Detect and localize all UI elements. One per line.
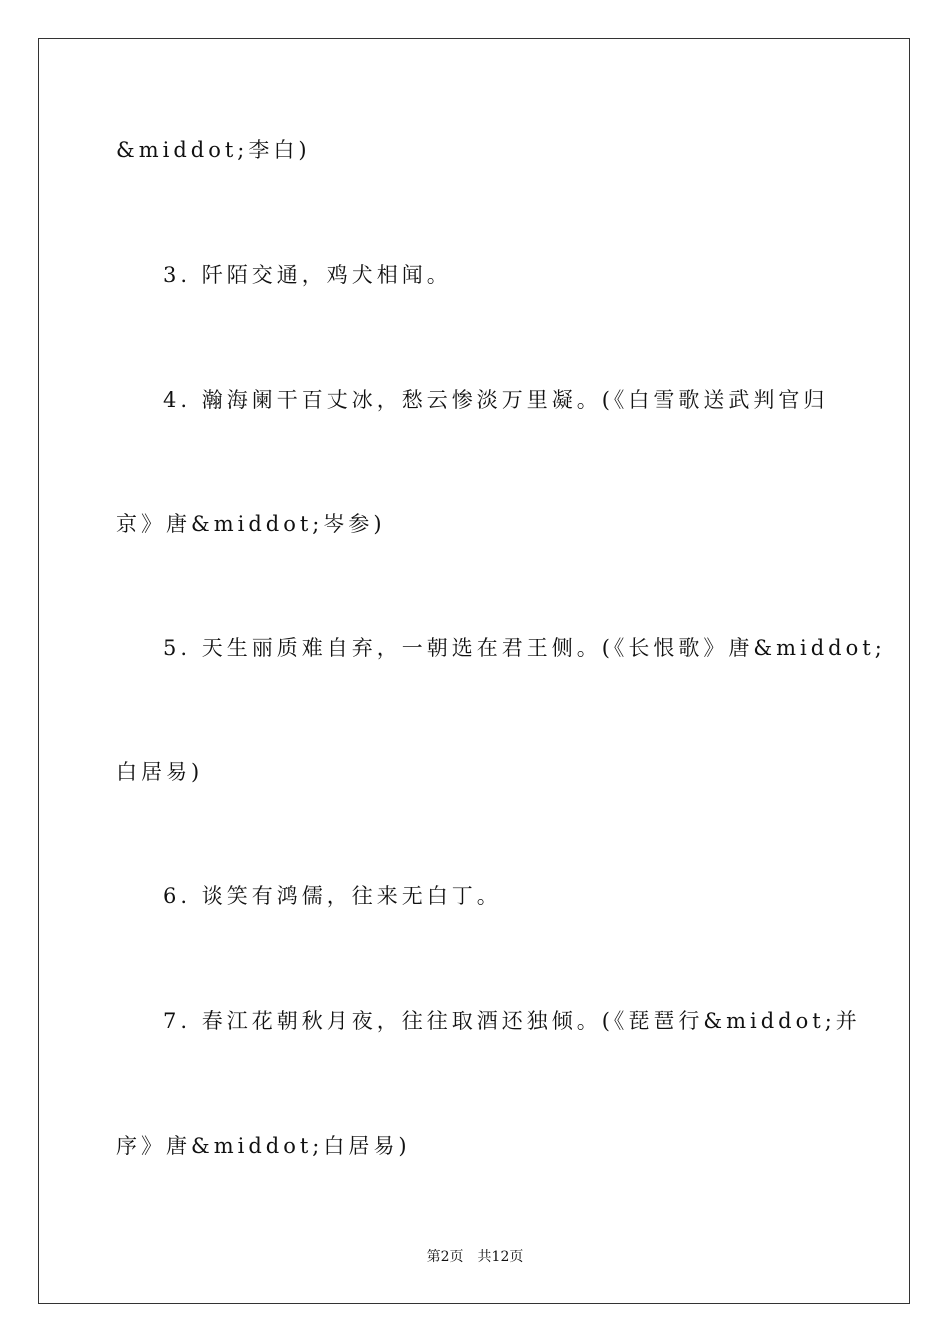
text-line: 5. 天生丽质难自弃，一朝选在君王侧。(《长恨歌》唐&middot; xyxy=(163,636,886,660)
text-line: 6. 谈笑有鸿儒，往来无白丁。 xyxy=(163,884,502,908)
text-line: 白居易) xyxy=(116,760,204,784)
text-line: &middot;李白) xyxy=(116,138,311,162)
text-line: 4. 瀚海阑干百丈冰，愁云惨淡万里凝。(《白雪歌送武判官归 xyxy=(163,388,829,412)
page-number: 第2页 xyxy=(426,1249,464,1265)
text-line: 京》唐&middot;岑参) xyxy=(116,512,386,536)
page-border xyxy=(38,38,910,1304)
text-line: 3. 阡陌交通，鸡犬相闻。 xyxy=(163,263,452,287)
text-line: 7. 春江花朝秋月夜，往往取酒还独倾。(《琵琶行&middot;并 xyxy=(163,1009,861,1033)
page-footer xyxy=(0,1248,950,1266)
text-line: 序》唐&middot;白居易) xyxy=(116,1134,411,1158)
page-total: 共12页 xyxy=(477,1249,524,1265)
